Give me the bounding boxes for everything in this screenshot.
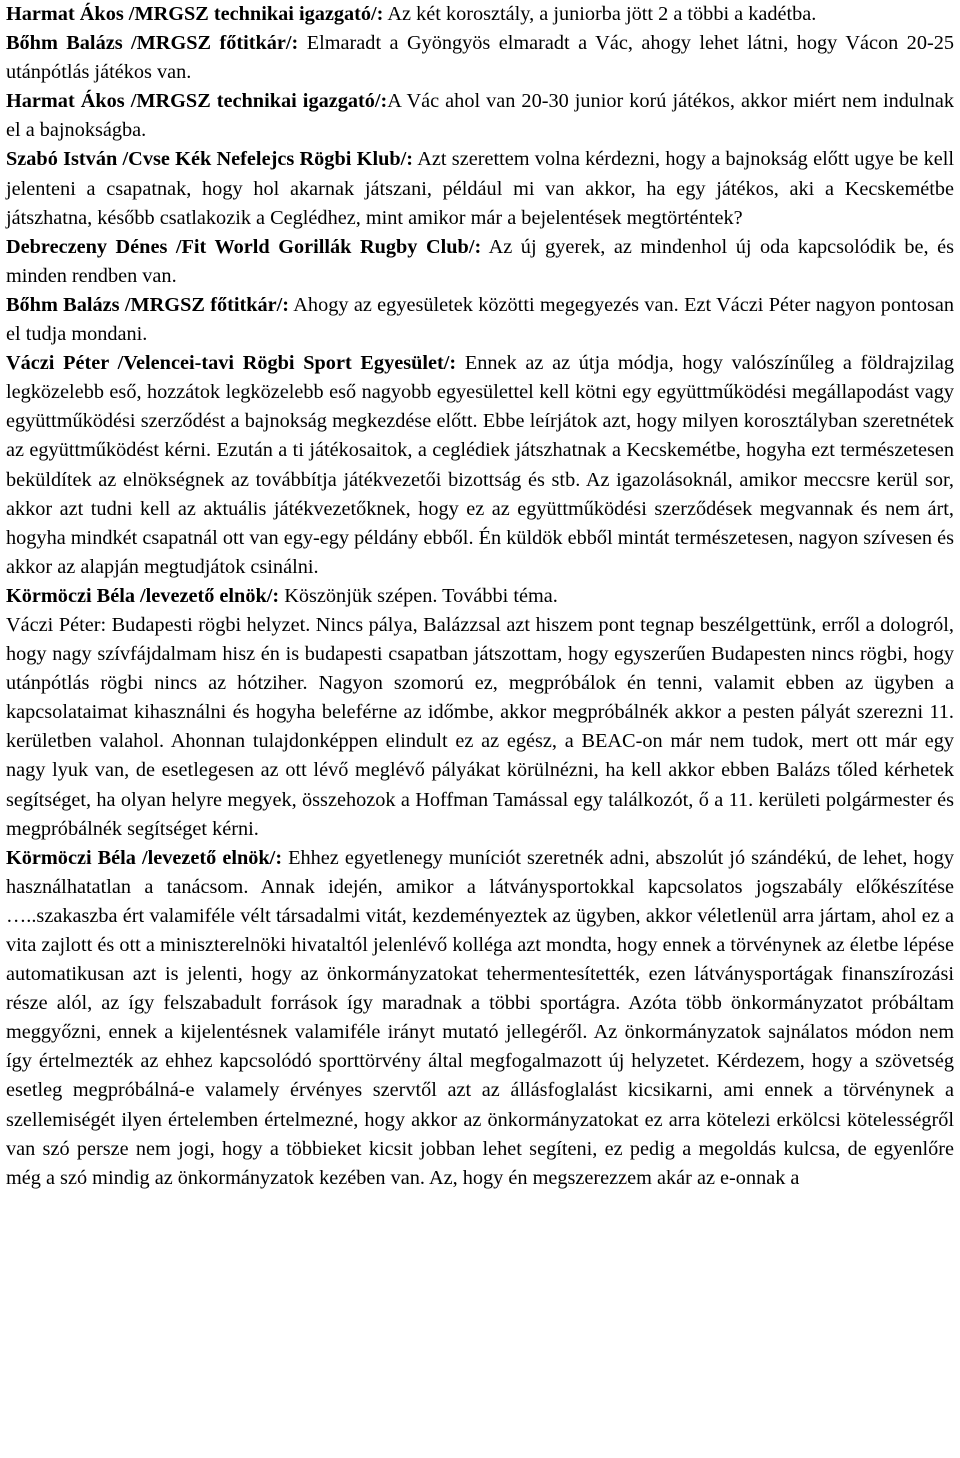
- paragraph-text: Ehhez egyetlenegy muníciót szeretnék adni, abszolút jó szándékú, de lehet, hogy használhatatlan a tanácsom. Annak idején, amikor a látványsportokkal kapcsolatos jogszabály előkészítése …..szakaszba ért valamiféle vélt társadalmi vitát, kezdeményeztek az ügyben, akkor véletlenül arra jártam, ahol ez a vita zajlott és ott a miniszterelnöki hivataltól jelenlévő kolléga azt mondta, hogy ennek a törvénynek az életbe lépése automatikusan azt is jelenti, hogy az önkormányzatokat tehermentesítették, ezen látványsportágak finanszírozási része alól, az így felszabadult források így maradnak a többi sportágra. Azóta több önkormányzatot próbáltam meggyőzni, ennek a kijelentésnek valamiféle irányt mutató jellegéről. Az önkormányzatok sajnálatos módon nem így értelmezték az ehhez kapcsolódó sporttörvény által megfogalmazott új helyzetet. Kérdezem, hogy a szövetség esetleg megpróbálná-e valamely érvényes szervtől azt az állásfoglalást kicsikarni, ami ennek a törvénynek a szellemiségét ilyen értelemben értelmezné, hogy akkor az önkormányzatokat ez arra kötelezi erkölcsi kötelességről van szó persze nem jogi, hogy a többieket kicsit jobban lehet segíteni, ez pedig a megoldás kulcsa, de egyenlőre még a szó mindig az önkormányzatok kezében van. Az, hogy én megszerezzem akár az e-onnak a: [6, 846, 954, 1189]
- paragraph-text: Ahogy az egyesületek közötti megegyezés van. Ezt Váczi Péter nagyon pontosan el tudja mondani.: [6, 293, 954, 346]
- transcript-paragraph: [6, 844, 954, 1193]
- transcript-paragraph: [6, 145, 954, 232]
- transcript-paragraph: [6, 611, 954, 844]
- paragraph-text: Azt szerettem volna kérdezni, hogy a bajnokság előtt ugye be kell jelenteni a csapatnak, hogy hol akarnak játszani, például mi van akkor, ha egy játékos, aki a Kecskemétbe játszhatna, később csatlakozik a Ceglédhez, mint amikor már a bejelentések megtörténtek?: [6, 148, 955, 229]
- paragraph-text: Váczi Péter: Budapesti rögbi helyzet. Nincs pálya, Balázzsal azt hiszem pont tegnap beszélgettünk, erről a dologról, hogy nagy szívfájdalmam hisz én is budapesti csapatban játszottam, hogy egyszerűen Budapesten nincs rögbi, hogy utánpótlás rögbi nincs az hótziher. Nagyon szomorú ez, megpróbálok én tenni, valamit ebben az ügyben a kapcsolataimat kihasználni és hogyha beleférne az időmbe, akkor megpróbálnék akkor a pesten pályát szerezni 11. kerületben valahol. Ahonnan tulajdonképpen elindult ez az egész, a BEAC-on már nem tudok, mert ott már egy nagy lyuk van, de esetlegesen az ott lévő meglévő pályákat körülnézni, ha kell akkor ebben Balázs tőled kérhetek segítséget, ha olyan helyre megyek, összehozok a Hoffman Tamással egy találkozót, ő a 11. kerületi polgármester és megpróbálnék segítséget kérni.: [6, 613, 954, 840]
- transcript-paragraph: [6, 349, 954, 582]
- paragraph-text: Az új gyerek, az mindenhol új oda kapcsolódik be, és minden rendben van.: [6, 235, 954, 287]
- transcript-paragraph: [6, 87, 954, 145]
- speaker-name: Bőhm Balázs /MRGSZ főtitkár/:: [6, 32, 299, 55]
- speaker-name: Harmat Ákos /MRGSZ technikai igazgató/:: [6, 90, 388, 113]
- transcript-paragraph: [6, 291, 954, 349]
- speaker-name: Szabó István /Cvse Kék Nefelejcs Rögbi Klub/:: [6, 148, 414, 171]
- paragraph-text: Az két korosztály, a juniorba jött 2 a többi a kadétba.: [383, 3, 817, 25]
- paragraph-text: Elmaradt a Gyöngyös elmaradt a Vác, ahogy lehet látni, hogy Vácon 20-25 utánpótlás játékos van.: [6, 32, 955, 84]
- speaker-name: Váczi Péter /Velencei-tavi Rögbi Sport Egyesület/:: [6, 352, 457, 375]
- paragraph-text: Köszönjük szépen. További téma.: [279, 584, 558, 607]
- speaker-name: Harmat Ákos /MRGSZ technikai igazgató/:: [6, 3, 384, 25]
- paragraph-text: A Vác ahol van 20-30 junior korú játékos, akkor miért nem indulnak el a bajnokságba.: [6, 90, 954, 142]
- speaker-name: Debreczeny Dénes /Fit World Gorillák Rugby Club/:: [6, 235, 482, 258]
- transcript-paragraph: [6, 0, 954, 29]
- transcript-paragraph: [6, 233, 954, 291]
- speaker-name: Körmöczi Béla /levezető elnök/:: [6, 846, 283, 869]
- speaker-name: Körmöczi Béla /levezető elnök/:: [6, 584, 280, 607]
- transcript-paragraph: [6, 29, 954, 87]
- transcript-paragraph: [6, 582, 954, 611]
- speaker-name: Bőhm Balázs /MRGSZ főtitkár/:: [6, 293, 290, 316]
- paragraph-text: Ennek az az útja módja, hogy valószínűleg a földrajzilag legközelebb eső, hozzátok legközelebb eső nagyobb egyesülettel kell kötni egy együttműködési megállapodást vagy együttműködési szerződést a bajnokság megkezdése előtt. Ebbe leírjátok azt, hogy milyen korosztályban szeretnétek az együttműködést kérni. Ezután a ti játékosaitok, a ceglédiek játszhatnak a Kecskemétbe, hogyha ezt természetesen beküldítek az elnökségnek az továbbítja játékvezetői bizottság és stb. Az igazolásoknál, amikor meccsre kerül sor, akkor azt tudni kell az aktuális játékvezetőknek, hogy ez az együttműködési szerződések megvannak és nem árt, hogyha mindkét csapatnál ott van egy-egy példány ebből. Én küldök ebből mintát természetesen, nagyon szívesen és akkor az alapján megtudjátok csinálni.: [6, 352, 955, 578]
